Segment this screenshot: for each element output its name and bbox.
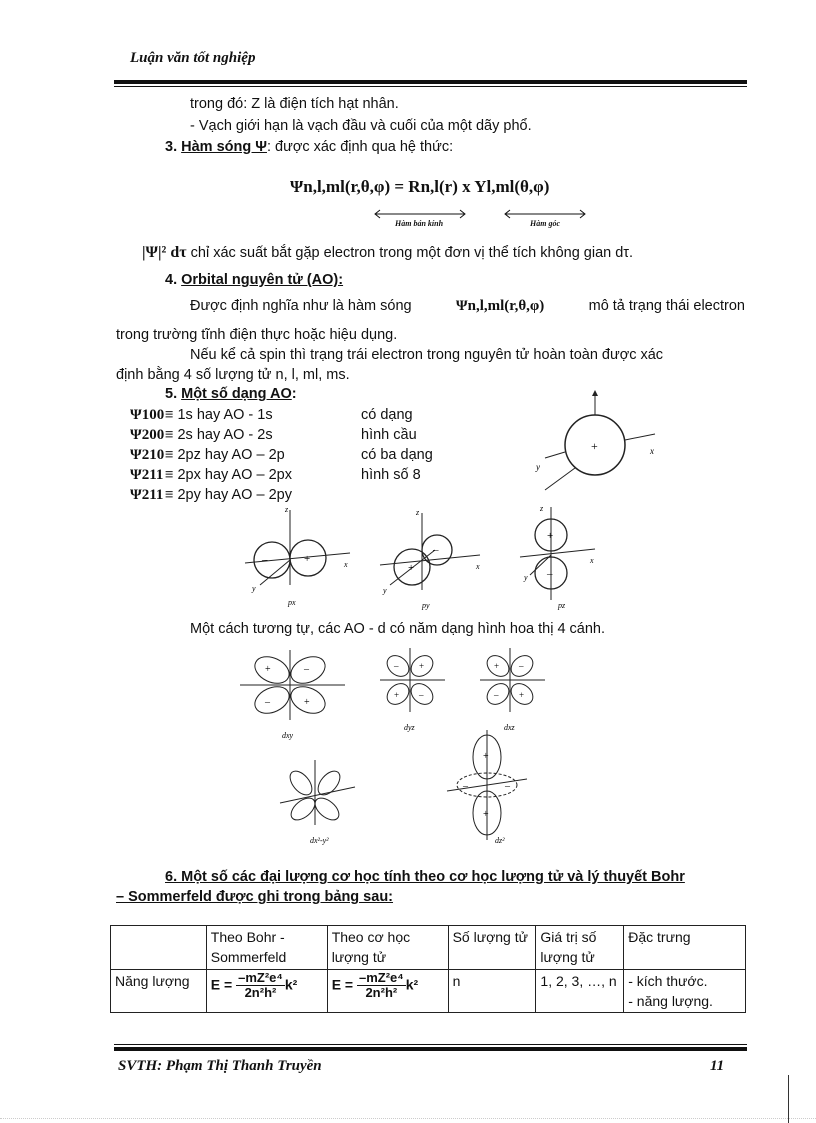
pz-y-label: y xyxy=(524,573,528,582)
ao-list xyxy=(130,405,433,505)
qm-lhs: E = xyxy=(331,976,354,993)
text-line-1: trong đó: Z là điện tích hạt nhân. xyxy=(190,96,399,112)
feature-1: - kích thước. xyxy=(628,972,708,989)
table-header-row xyxy=(111,926,746,970)
ao-def: ≡ 2px hay AO – 2px xyxy=(165,467,292,483)
y-axis xyxy=(545,468,575,490)
probability-text: chỉ xác suất bắt gặp electron trong một đơn vị thể tích không gian dτ. xyxy=(190,245,634,261)
ao-row xyxy=(130,465,433,485)
table-header-cell: Giá trị số lượng tử xyxy=(536,926,624,970)
ao-psi: Ψ211 xyxy=(130,487,164,503)
dyz-plus: + xyxy=(394,690,400,700)
s4-p1-b: mô tả trạng thái electron xyxy=(588,298,745,314)
page-bottom-dots xyxy=(0,1118,816,1119)
dz2-orbital xyxy=(447,730,527,845)
dxy-label: dxy xyxy=(282,731,294,740)
section-4-p1 xyxy=(190,298,745,315)
pz-plus: + xyxy=(547,530,554,542)
footer-author: SVTH: Phạm Thị Thanh Truyền xyxy=(118,1058,322,1074)
px-x-label: x xyxy=(344,560,348,569)
plus-sign: + xyxy=(591,439,598,453)
ao-def: ≡ 2pz hay AO – 2p xyxy=(165,447,285,463)
section-4-title: Orbital nguyên tử (AO): xyxy=(181,272,344,288)
ao-def: ≡ 2py hay AO – 2py xyxy=(165,487,292,503)
row-label: Năng lượng xyxy=(111,969,207,1013)
header-rule-thin xyxy=(114,86,747,87)
py-minus: – xyxy=(433,544,439,556)
section-5-title: Một số dạng AO xyxy=(181,386,292,402)
pz-z-label: z xyxy=(540,505,544,513)
section-5 xyxy=(165,386,297,402)
pz-label: pz xyxy=(558,601,566,610)
ao-row xyxy=(130,425,433,445)
dxy-lobe xyxy=(251,652,294,689)
py-label: py xyxy=(422,601,430,610)
ao-def: ≡ 2s hay AO - 2s xyxy=(165,427,273,443)
bohr-tail: k² xyxy=(284,976,298,993)
dxz-minus: – xyxy=(494,690,499,700)
qm-den: 2n²h² xyxy=(365,984,398,1000)
bohr-fraction xyxy=(236,971,285,1001)
table-header-cell: Theo Bohr - Sommerfeld xyxy=(206,926,327,970)
dx2y2-lobe xyxy=(311,794,343,824)
y-label: y xyxy=(536,462,540,472)
quantum-number: n xyxy=(448,969,536,1013)
section-6-line2: – Sommerfeld được ghi trong bảng sau: xyxy=(116,889,394,905)
qm-num: –mZ²e⁴ xyxy=(358,969,404,985)
ao-note: hình số 8 xyxy=(361,467,421,483)
qm-fraction xyxy=(357,971,406,1001)
header-rule-thick xyxy=(114,80,747,84)
dx2y2-orbital xyxy=(280,760,355,845)
ao-note: có dạng xyxy=(361,407,413,423)
bohr-lhs: E = xyxy=(210,976,233,993)
py-plus: + xyxy=(408,562,415,574)
table-header-cell: Số lượng tử xyxy=(448,926,536,970)
dyz-orbital xyxy=(380,648,445,732)
quantum-values: 1, 2, 3, …, n xyxy=(536,969,624,1013)
ao-row xyxy=(130,485,433,505)
dxz-minus: – xyxy=(519,661,524,671)
p-orbitals-figure xyxy=(240,505,600,615)
dxy-minus: – xyxy=(265,697,270,708)
s-orbital-figure xyxy=(520,390,670,520)
section-3-rest: : được xác định qua hệ thức: xyxy=(266,139,454,155)
angular-label: Hàm góc xyxy=(530,219,560,228)
section-3-num: 3. xyxy=(165,139,178,155)
dx2y2-lobe xyxy=(314,767,344,799)
dyz-minus: – xyxy=(419,690,424,700)
section-4 xyxy=(165,272,343,288)
dxy-plus: + xyxy=(304,697,310,708)
dz2-plus: + xyxy=(483,751,489,762)
section-6-line1: 6. Một số các đại lượng cơ học tính theo cơ học lượng tử và lý thuyết Bohr xyxy=(165,869,685,885)
footer-rule-thick xyxy=(114,1047,747,1051)
ao-def: ≡ 1s hay AO - 1s xyxy=(165,407,273,423)
ao-note: có ba dạng xyxy=(361,447,433,463)
d-orbitals-figure xyxy=(235,645,575,845)
ao-row xyxy=(130,445,433,465)
dxy-plus: + xyxy=(265,664,271,675)
pz-x-label: x xyxy=(590,556,594,565)
dxz-orbital xyxy=(480,648,545,732)
text-line-2: - Vạch giới hạn là vạch đầu và cuối của một dãy phổ. xyxy=(190,118,532,134)
table-header-cell xyxy=(111,926,207,970)
s4-p2-b: định bằng 4 số lượng tử n, l, ml, ms. xyxy=(116,367,350,383)
probability-line xyxy=(142,244,633,262)
section-3-title: Hàm sóng Ψ xyxy=(181,139,267,155)
table-row xyxy=(111,969,746,1013)
s4-p1-c: trong trường tĩnh điện thực hoặc hiệu dụng. xyxy=(116,327,398,343)
px-y-label: y xyxy=(252,584,256,593)
ao-psi: Ψ210 xyxy=(130,447,165,463)
dyz-minus: – xyxy=(394,661,399,671)
dx2y2-label: dx²-y² xyxy=(310,836,329,845)
ao-note: hình cầu xyxy=(361,427,417,443)
dz2-minus: – xyxy=(463,781,468,792)
dyz-plus: + xyxy=(419,661,425,671)
s4-p1-a: Được định nghĩa như là hàm sóng xyxy=(190,298,412,314)
section-5-num: 5. xyxy=(165,386,178,402)
page-edge-line xyxy=(788,1075,789,1123)
dx2y2-lobe xyxy=(286,767,316,799)
table-header-cell: Theo cơ học lượng tử xyxy=(327,926,448,970)
table-header-cell: Đặc trưng xyxy=(624,926,746,970)
dxz-plus: + xyxy=(494,661,500,671)
bohr-num: –mZ²e⁴ xyxy=(238,969,283,985)
wave-equation: Ψn,l,ml(r,θ,φ) = Rn,l(r) x Yl,ml(θ,φ) xyxy=(290,177,550,196)
feature-2: - năng lượng. xyxy=(628,992,713,1009)
header-title: Luận văn tốt nghiệp xyxy=(130,50,256,66)
px-x-axis xyxy=(245,553,350,563)
section-4-num: 4. xyxy=(165,272,178,288)
x-axis-back xyxy=(545,452,565,458)
py-y-label: y xyxy=(383,586,387,595)
x-label: x xyxy=(650,446,654,456)
bohr-den: 2n²h² xyxy=(244,984,277,1000)
dxz-plus: + xyxy=(519,690,525,700)
page-number: 11 xyxy=(710,1058,725,1074)
px-plus: + xyxy=(304,553,311,565)
dxy-minus: – xyxy=(304,664,309,675)
dz2-label: dz² xyxy=(495,836,505,845)
ao-psi: Ψ100 xyxy=(130,407,165,423)
ao-psi: Ψ200 xyxy=(130,427,165,443)
section-3 xyxy=(165,139,453,155)
dyz-label: dyz xyxy=(404,723,415,732)
pz-orbital xyxy=(520,505,595,610)
feature-cell xyxy=(624,969,746,1013)
footer-rule-thin xyxy=(114,1044,747,1045)
section-5-colon: : xyxy=(291,386,297,402)
ao-psi: Ψ211 xyxy=(130,467,164,483)
dxy-orbital xyxy=(240,650,345,740)
dz2-minus: – xyxy=(505,781,510,792)
px-z-label: z xyxy=(285,505,289,514)
quantities-table xyxy=(110,925,746,1013)
py-z-label: z xyxy=(416,508,420,517)
z-arrow-icon xyxy=(592,390,598,396)
dxy-lobe xyxy=(251,682,294,719)
radial-label: Hàm bán kính xyxy=(395,219,444,228)
x-axis xyxy=(625,434,655,440)
dz2-plus: + xyxy=(483,809,489,820)
py-orbital xyxy=(380,508,480,610)
dxz-label: dxz xyxy=(504,723,515,732)
s4-p1-sym: Ψn,l,ml(r,θ,φ) xyxy=(455,298,545,314)
px-minus: – xyxy=(262,554,268,566)
px-label: px xyxy=(288,598,296,607)
qm-formula xyxy=(327,969,448,1013)
bohr-formula xyxy=(206,969,327,1013)
probability-symbol: |Ψ|² dτ xyxy=(142,244,187,261)
pz-minus: – xyxy=(547,568,553,580)
dx2y2-x-axis xyxy=(280,787,355,803)
ao-row xyxy=(130,405,433,425)
s4-p2-a: Nếu kể cả spin thì trạng trái electron trong nguyên tử hoàn toàn được xác xyxy=(190,347,664,363)
d-intro: Một cách tương tự, các AO - d có năm dạng hình hoa thị 4 cánh. xyxy=(190,621,606,637)
px-orbital xyxy=(245,505,350,607)
qm-tail: k² xyxy=(405,976,419,993)
py-x-label: x xyxy=(476,562,480,571)
